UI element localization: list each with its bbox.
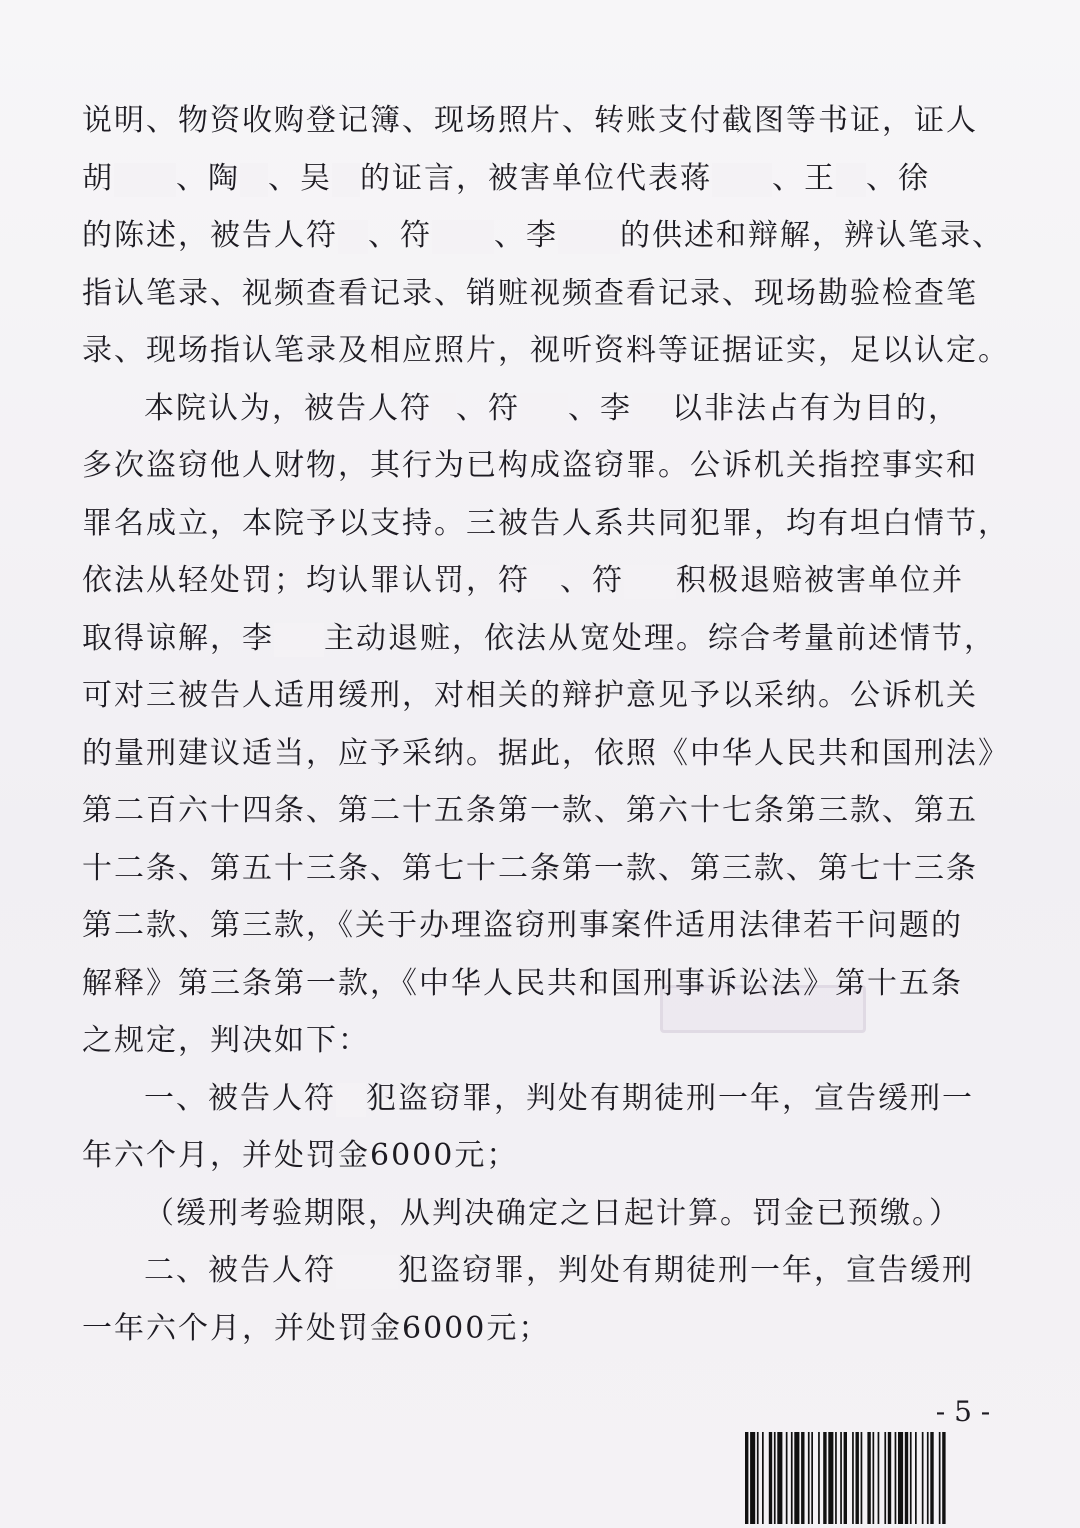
- barcode-bar: [867, 1432, 870, 1524]
- barcode-bar: [856, 1432, 859, 1524]
- barcode-bar: [835, 1432, 837, 1524]
- text-line: 多次盗窃他人财物，其行为已构成盗窃罪。公诉机关指控事实和: [82, 448, 978, 483]
- text-line: 十二条、第五十三条、第七十二条第一款、第三款、第七十三条: [82, 850, 978, 886]
- text-line: 一、被告人符 犯盗窃罪，判处有期徒刑一年，宣告缓刑一: [144, 1080, 974, 1116]
- barcode-bar: [762, 1432, 764, 1524]
- text-line: （缓刑考验期限，从判决确定之日起计算。罚金已预缴。）: [144, 1195, 961, 1231]
- redacted-name: [712, 163, 772, 197]
- redacted-name: [114, 163, 176, 197]
- redacted-name: [432, 393, 456, 427]
- barcode-bar: [939, 1432, 941, 1524]
- text-line: 二、被告人符 犯盗窃罪，判处有期徒刑一年，宣告缓刑: [144, 1253, 974, 1288]
- judgment-text: [82, 92, 1010, 1357]
- barcode-bar: [910, 1432, 912, 1524]
- barcode-bar: [895, 1432, 897, 1524]
- redacted-name: [530, 565, 560, 599]
- barcode-bar: [930, 1432, 933, 1524]
- barcode-bar: [884, 1432, 886, 1524]
- redacted-name: [624, 565, 676, 599]
- barcode-bar: [794, 1432, 799, 1524]
- redacted-name: [338, 220, 368, 254]
- text-line: 年六个月，并处罚金6000元；: [82, 1138, 519, 1173]
- text-line: 指认笔录、视频查看记录、销赃视频查看记录、现场勘验检查笔: [82, 275, 978, 311]
- text-line: 第二款、第三款，《关于办理盗窃刑事案件适用法律若干问题的: [82, 908, 963, 943]
- text-line: 说明、物资收购登记簿、现场照片、转账支付截图等书证，证人: [82, 103, 978, 138]
- text-line: 之规定，判决如下：: [82, 1023, 370, 1058]
- text-line: 一年六个月，并处罚金6000元；: [82, 1310, 551, 1346]
- barcode-bar: [811, 1432, 813, 1524]
- redacted-name: [332, 163, 360, 197]
- barcode-bar: [786, 1432, 788, 1524]
- barcode-bar: [823, 1432, 826, 1524]
- barcode-icon: [745, 1432, 995, 1524]
- text-line: 的量刑建议适当，应予采纳。据此，依照《中华人民共和国刑法》: [82, 735, 1010, 771]
- redacted-name: [558, 220, 620, 254]
- redacted-name: [336, 1255, 398, 1289]
- text-line: 胡 、陶 、吴 的证言，被害单位代表蒋 、王 、徐: [82, 160, 930, 196]
- barcode-bar: [922, 1432, 924, 1524]
- text-line: 解释》第三条第一款，《中华人民共和国刑事诉讼法》第十五条: [82, 965, 963, 1001]
- barcode-bar: [791, 1432, 793, 1524]
- text-line: 录、现场指认笔录及相应照片，视听资料等证据证实，足以认定。: [82, 333, 1010, 368]
- barcode-bar: [750, 1432, 755, 1524]
- barcode-bar: [905, 1432, 908, 1524]
- barcode-bar: [942, 1432, 945, 1524]
- barcode-bar: [844, 1432, 847, 1524]
- barcode-bar: [873, 1432, 875, 1524]
- redacted-name: [432, 220, 494, 254]
- redacted-name: [274, 623, 324, 657]
- text-line: 依法从轻处罚；均认罪认罚，符 、符 积极退赔被害单位并: [82, 563, 964, 598]
- redacted-name: [632, 393, 672, 427]
- redacted-name: [240, 163, 268, 197]
- text-line: 取得谅解，李 主动退赃，依法从宽处理。综合考量前述情节，: [82, 620, 996, 656]
- barcode-bar: [757, 1432, 759, 1524]
- text-line: 第二百六十四条、第二十五条第一款、第六十七条第三款、第五: [82, 793, 978, 828]
- barcode-bar: [777, 1432, 782, 1524]
- redacted-name: [836, 163, 866, 197]
- barcode-bar: [915, 1432, 917, 1524]
- barcode-bar: [801, 1432, 804, 1524]
- page-number: - 5 -: [935, 1395, 991, 1428]
- barcode-bar: [861, 1432, 863, 1524]
- barcode-bar: [840, 1432, 842, 1524]
- redacted-name: [336, 1083, 366, 1117]
- text-line: 本院认为，被告人符 、符 、李 以非法占有为目的，: [144, 390, 960, 426]
- barcode-bar: [769, 1432, 772, 1524]
- barcode-bar: [774, 1432, 776, 1524]
- text-line: 罪名成立，本院予以支持。三被告人系共同犯罪，均有坦白情节，: [82, 505, 1010, 541]
- barcode-bar: [808, 1432, 810, 1524]
- barcode-bar: [818, 1432, 820, 1524]
- barcode-bar: [828, 1432, 833, 1524]
- barcode-bar: [898, 1432, 903, 1524]
- barcode-bar: [852, 1432, 854, 1524]
- barcode-bar: [878, 1432, 880, 1524]
- text-line: 可对三被告人适用缓刑，对相关的辩护意见予以采纳。公诉机关: [82, 678, 978, 713]
- barcode-bar: [927, 1432, 929, 1524]
- text-line: 的陈述，被告人符 、符 、李 的供述和辩解，辨认笔录、: [82, 218, 1004, 253]
- barcode-bar: [888, 1432, 891, 1524]
- redacted-name: [520, 393, 568, 427]
- barcode-bar: [745, 1432, 748, 1524]
